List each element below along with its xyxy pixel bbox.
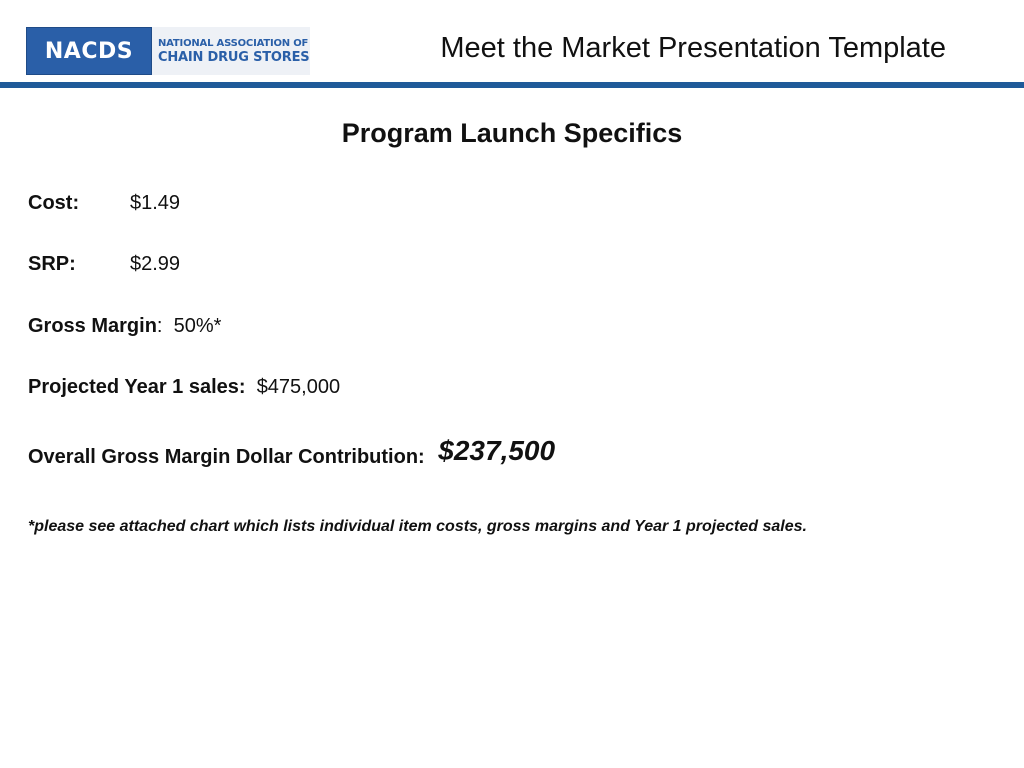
- cost-label: Cost:: [28, 192, 80, 214]
- cost-value: $1.49: [130, 192, 181, 214]
- overall-contribution-value: $237,500: [438, 435, 556, 466]
- projected-sales-value: $475,000: [256, 376, 341, 398]
- header-divider: [0, 82, 1024, 88]
- gross-margin-label: Gross Margin: [28, 315, 157, 337]
- logo-organization-name: [152, 27, 310, 75]
- slide-header: [0, 0, 1024, 86]
- srp-label: SRP:: [28, 253, 76, 275]
- slide-title: Program Launch Specifics: [341, 118, 683, 148]
- footnote: *please see attached chart which lists individual item costs, gross margins and Year 1 projected sales.: [28, 518, 807, 535]
- cost-row: [28, 192, 181, 215]
- nacds-logo: [26, 27, 310, 75]
- srp-value: $2.99: [130, 253, 181, 275]
- overall-contribution-row: [28, 435, 556, 470]
- gross-margin-separator: :: [156, 315, 163, 337]
- gross-margin-value: 50%*: [173, 315, 222, 337]
- projected-sales-label: Projected Year 1 sales:: [28, 376, 246, 398]
- overall-contribution-label: Overall Gross Margin Dollar Contribution:: [28, 446, 425, 468]
- projected-sales-row: [28, 376, 340, 399]
- logo-mark: [26, 27, 152, 75]
- srp-row: [28, 253, 181, 276]
- logo-name-line1: NATIONAL ASSOCIATION OF: [158, 37, 309, 49]
- gross-margin-row: [28, 315, 221, 338]
- deck-title: Meet the Market Presentation Template: [440, 32, 946, 64]
- logo-mark-text: NACDS: [44, 38, 134, 64]
- logo-name-line2: CHAIN DRUG STORES: [158, 49, 310, 65]
